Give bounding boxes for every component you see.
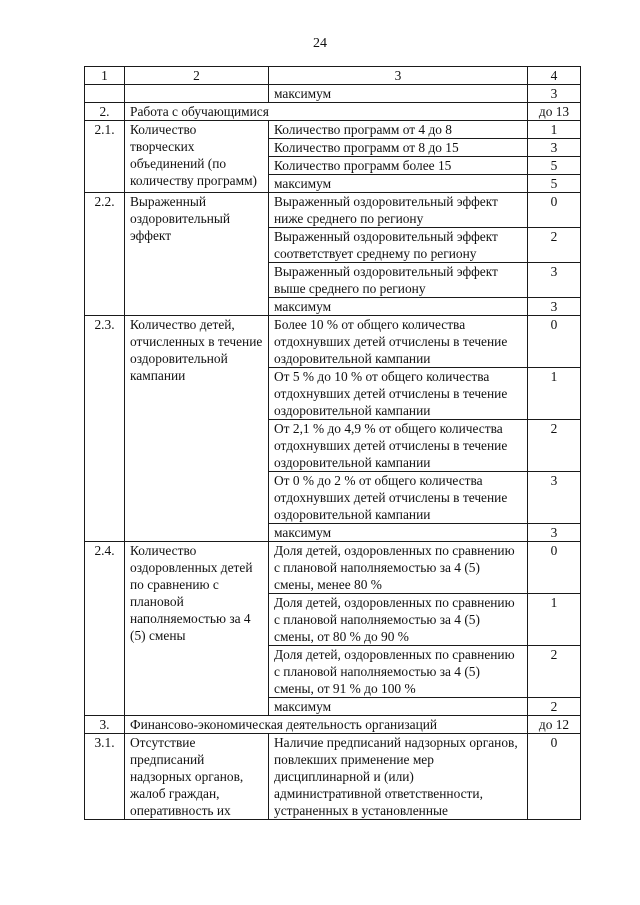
points-cell: 3 [528, 298, 581, 316]
points-cell: 0 [528, 316, 581, 368]
points-cell: 0 [528, 193, 581, 228]
points-cell: 2 [528, 698, 581, 716]
header-cell-3: 3 [269, 67, 528, 85]
criterion-text: Выраженный оздоровительный эффект ниже среднего по региону [269, 193, 528, 228]
criterion-text: От 5 % до 10 % от общего количества отдохнувших детей отчислены в течение оздоровительной кампании [269, 368, 528, 420]
table-row [85, 85, 581, 103]
criterion-text: Количество программ от 8 до 15 [269, 139, 528, 157]
section-number: 3. [85, 716, 125, 734]
points-cell: 3 [528, 85, 581, 103]
page-number: 24 [313, 36, 327, 51]
item-name: Количество оздоровленных детей по сравнению с плановой наполняемостью за 4 (5) смены [125, 542, 269, 716]
points-cell: 0 [528, 542, 581, 594]
criterion-text: Количество программ более 15 [269, 157, 528, 175]
section-number: 2. [85, 103, 125, 121]
criterion-text: Доля детей, оздоровленных по сравнению с плановой наполняемостью за 4 (5) смены, от 91 % до 100 % [269, 646, 528, 698]
points-cell: 0 [528, 734, 581, 820]
points-cell: до 13 [528, 103, 581, 121]
points-cell: 3 [528, 524, 581, 542]
table-row [85, 734, 581, 820]
item-name: Выраженный оздоровительный эффект [125, 193, 269, 316]
section-row [85, 716, 581, 734]
criterion-text: максимум [269, 85, 528, 103]
section-title: Финансово-экономическая деятельность организаций [125, 716, 528, 734]
header-cell-2: 2 [125, 67, 269, 85]
points-cell: 1 [528, 594, 581, 646]
points-cell: 1 [528, 121, 581, 139]
criterion-text: Выраженный оздоровительный эффект выше среднего по региону [269, 263, 528, 298]
points-cell: до 12 [528, 716, 581, 734]
item-number: 2.2. [85, 193, 125, 316]
table-row [85, 316, 581, 368]
criterion-text: Выраженный оздоровительный эффект соответствует среднему по региону [269, 228, 528, 263]
header-cell-4: 4 [528, 67, 581, 85]
table-row [85, 121, 581, 139]
points-cell: 3 [528, 139, 581, 157]
criterion-text: максимум [269, 698, 528, 716]
criterion-text: максимум [269, 298, 528, 316]
criterion-text: максимум [269, 524, 528, 542]
section-row [85, 103, 581, 121]
points-cell: 5 [528, 175, 581, 193]
criterion-text: максимум [269, 175, 528, 193]
points-cell: 1 [528, 368, 581, 420]
criteria-table [84, 66, 581, 820]
item-number: 2.4. [85, 542, 125, 716]
item-number: 3.1. [85, 734, 125, 820]
criterion-text: От 2,1 % до 4,9 % от общего количества отдохнувших детей отчислены в течение оздоровительной кампании [269, 420, 528, 472]
criterion-text: Наличие предписаний надзорных органов, повлекших применение мер дисциплинарной и (или) административной ответственности, устраненных в установленные [269, 734, 528, 820]
points-cell: 2 [528, 228, 581, 263]
header-cell-1: 1 [85, 67, 125, 85]
item-name: Отсутствие предписаний надзорных органов, жалоб граждан, оперативность их [125, 734, 269, 820]
item-number: 2.1. [85, 121, 125, 193]
table-row [85, 542, 581, 594]
points-cell: 3 [528, 472, 581, 524]
section-title: Работа с обучающимися [125, 103, 528, 121]
item-name: Количество детей, отчисленных в течение оздоровительной кампании [125, 316, 269, 542]
criterion-text: Доля детей, оздоровленных по сравнению с плановой наполняемостью за 4 (5) смены, от 80 % до 90 % [269, 594, 528, 646]
points-cell: 2 [528, 420, 581, 472]
table-row [85, 193, 581, 228]
points-cell: 3 [528, 263, 581, 298]
table-header-row [85, 67, 581, 85]
points-cell: 2 [528, 646, 581, 698]
criterion-text: Количество программ от 4 до 8 [269, 121, 528, 139]
criterion-text: Более 10 % от общего количества отдохнувших детей отчислены в течение оздоровительной кампании [269, 316, 528, 368]
criterion-text: От 0 % до 2 % от общего количества отдохнувших детей отчислены в течение оздоровительной кампании [269, 472, 528, 524]
item-number: 2.3. [85, 316, 125, 542]
points-cell: 5 [528, 157, 581, 175]
item-name: Количество творческих объединений (по количеству программ) [125, 121, 269, 193]
criterion-text: Доля детей, оздоровленных по сравнению с плановой наполняемостью за 4 (5) смены, менее 80 % [269, 542, 528, 594]
